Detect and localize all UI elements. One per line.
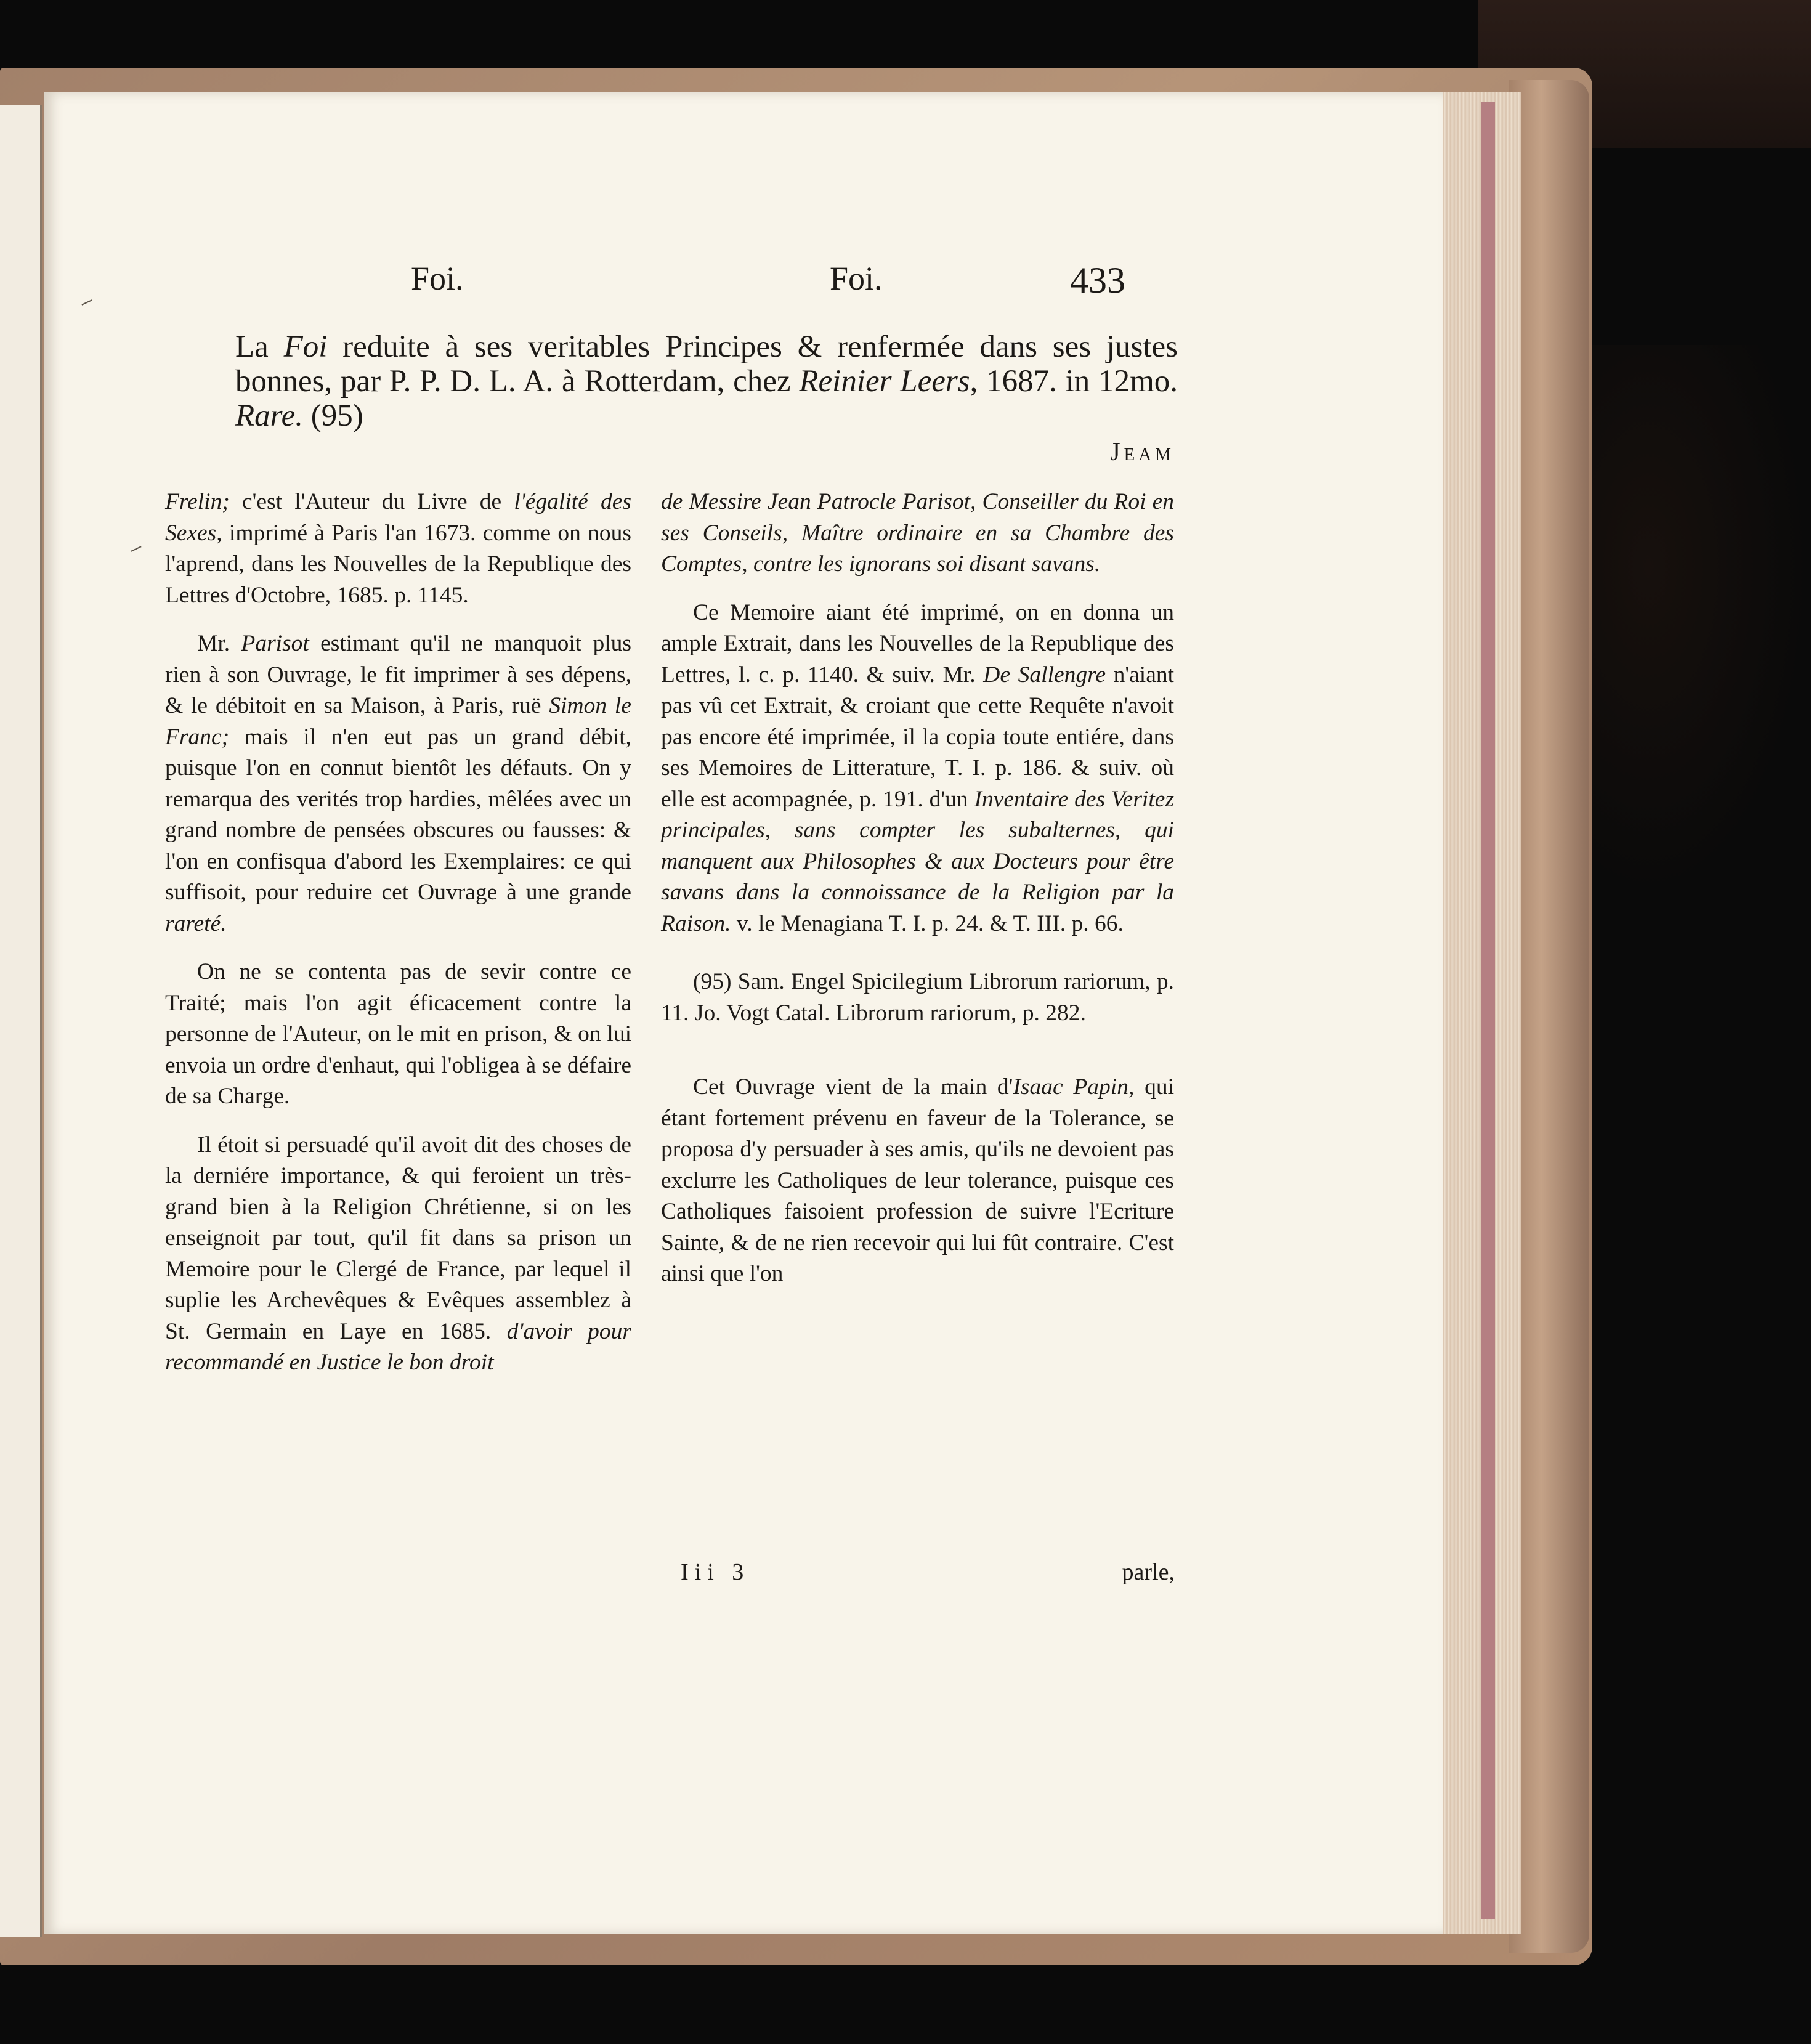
text: Mr.: [197, 631, 241, 656]
book-page: [44, 92, 1443, 1934]
margin-mark: [81, 299, 92, 305]
left-column: [165, 487, 631, 1379]
text-italic: Simon le Franc;: [165, 693, 631, 750]
text-italic: De Sallengre: [983, 662, 1106, 687]
right-paragraph-2: [661, 598, 1174, 940]
footnote-95: (95) Sam. Engel Spicilegium Librorum rariorum, p. 11. Jo. Vogt Catal. Librorum rariorum, p. 282.: [661, 969, 1174, 1026]
right-paragraph-3: [661, 1072, 1174, 1290]
fore-edge-red-band: [1481, 102, 1495, 1919]
margin-mark: [131, 546, 141, 551]
title-note-ref: (95): [303, 399, 363, 433]
signature-mark: Iii 3: [681, 1559, 750, 1585]
title-rare: Rare.: [235, 399, 303, 433]
catchword-top: Jeam: [1110, 438, 1175, 466]
left-paragraph-1: [165, 487, 631, 611]
text-italic: Frelin;: [165, 489, 230, 514]
running-head-left: Foi.: [411, 260, 464, 297]
left-paragraph-2: [165, 628, 631, 939]
text-italic: de Messire Jean Patrocle Parisot, Conseiller du Roi en ses Conseils, Maître ordinaire en sa Chambre des Comptes, contre les ignorans soi disant savans.: [661, 489, 1174, 577]
text-italic: l'égalité des Sexes,: [165, 489, 631, 546]
text-italic: Parisot: [241, 631, 309, 656]
right-paragraph-1: [661, 487, 1174, 580]
text: estimant qu'il ne manquoit plus rien à son Ouvrage, le fit imprimer à ses dépens, & le débitoit en sa Maison, à Paris, ruë: [165, 631, 631, 718]
text-italic: rareté.: [165, 910, 227, 936]
title-entry: [235, 330, 1178, 433]
text: qui étant fortement prévenu en faveur de la Tolerance, se proposa d'y persuader à ses amis, qu'ils ne devoient pas exclurre les Catholiques de leur tolerance, puisque ces Catholiques faisoient profession de suivre l'Ecriture Sainte, & de ne rien recevoir qui lui fût contraire. C'est ainsi que l'on: [661, 1074, 1174, 1286]
running-head-center: Foi.: [830, 260, 883, 297]
left-page-sliver: [0, 105, 42, 1937]
catchword-bottom: parle,: [1122, 1559, 1175, 1585]
right-column: [661, 487, 1174, 1290]
text: Ce Memoire aiant été imprimé, on en donna un ample Extrait, dans les Nouvelles de la Republique des Lettres, l. c. p. 1140. & suiv. Mr.: [661, 599, 1174, 687]
text: c'est l'Auteur du Livre de: [229, 489, 514, 514]
title-foi: Foi: [283, 330, 328, 364]
text: Cet Ouvrage vient de la main d': [693, 1074, 1013, 1100]
text: v. le Menagiana T. I. p. 24. & T. III. p. 66.: [731, 910, 1124, 936]
text: n'aiant pas vû cet Extrait, & croiant que cette Requête n'avoit pas encore été imprimée, il la copia toute entiére, dans ses Memoires de Litterature, T. I. p. 186. & suiv. où elle est acompagnée, p. 191. d'un: [661, 662, 1175, 812]
text: Il étoit si persuadé qu'il avoit dit des choses de la derniére importance, & qui feroient un très-grand bien à la Religion Chrétienne, si on les enseignoit par tout, qu'il fit dans sa prison un Memoire pour le Clergé de France, par lequel il suplie les Archevêques & Evêques assemblez à St. Germain en Laye en 1685.: [165, 1132, 631, 1344]
title-pre: La: [235, 330, 284, 364]
title-post: , 1687. in 12mo.: [970, 364, 1178, 399]
text-italic: Inventaire des Veritez principales, sans compter les subalternes, qui manquent aux Philosophes & aux Docteurs pour être savans dans la connoissance de la Religion par la Raison.: [661, 786, 1174, 936]
left-paragraph-3: On ne se contenta pas de sevir contre ce Traité; mais l'on agit éficacement contre la personne de l'Auteur, on le mit en prison, & on lui envoia un ordre d'enhaut, qui l'obligea à se défaire de sa Charge.: [165, 959, 631, 1109]
page-number: 433: [1070, 260, 1125, 301]
text: imprimé à Paris l'an 1673. comme on nous l'aprend, dans les Nouvelles de la Republique des Lettres d'Octobre, 1685. p. 1145.: [165, 520, 631, 608]
text: mais il n'en eut pas un grand débit, puisque l'on en connut bientôt les défauts. On y remarqua des verités trop hardies, mêlées avec un grand nombre de pensées obscures ou fausses: & l'on en confisqua d'abord les Exemplaires: ce qui suffisoit, pour reduire cet Ouvrage à une grande: [165, 724, 631, 905]
text-italic: Isaac Papin,: [1013, 1074, 1135, 1100]
title-publisher: Reinier Leers: [799, 364, 970, 399]
text-italic: d'avoir pour recommandé en Justice le bon droit: [165, 1318, 632, 1375]
left-paragraph-4: [165, 1130, 631, 1379]
title-mid: reduite à ses veritables Principes & renfermée dans ses justes bonnes, par P. P. D. L. A. à Rotterdam, chez: [235, 330, 1178, 399]
